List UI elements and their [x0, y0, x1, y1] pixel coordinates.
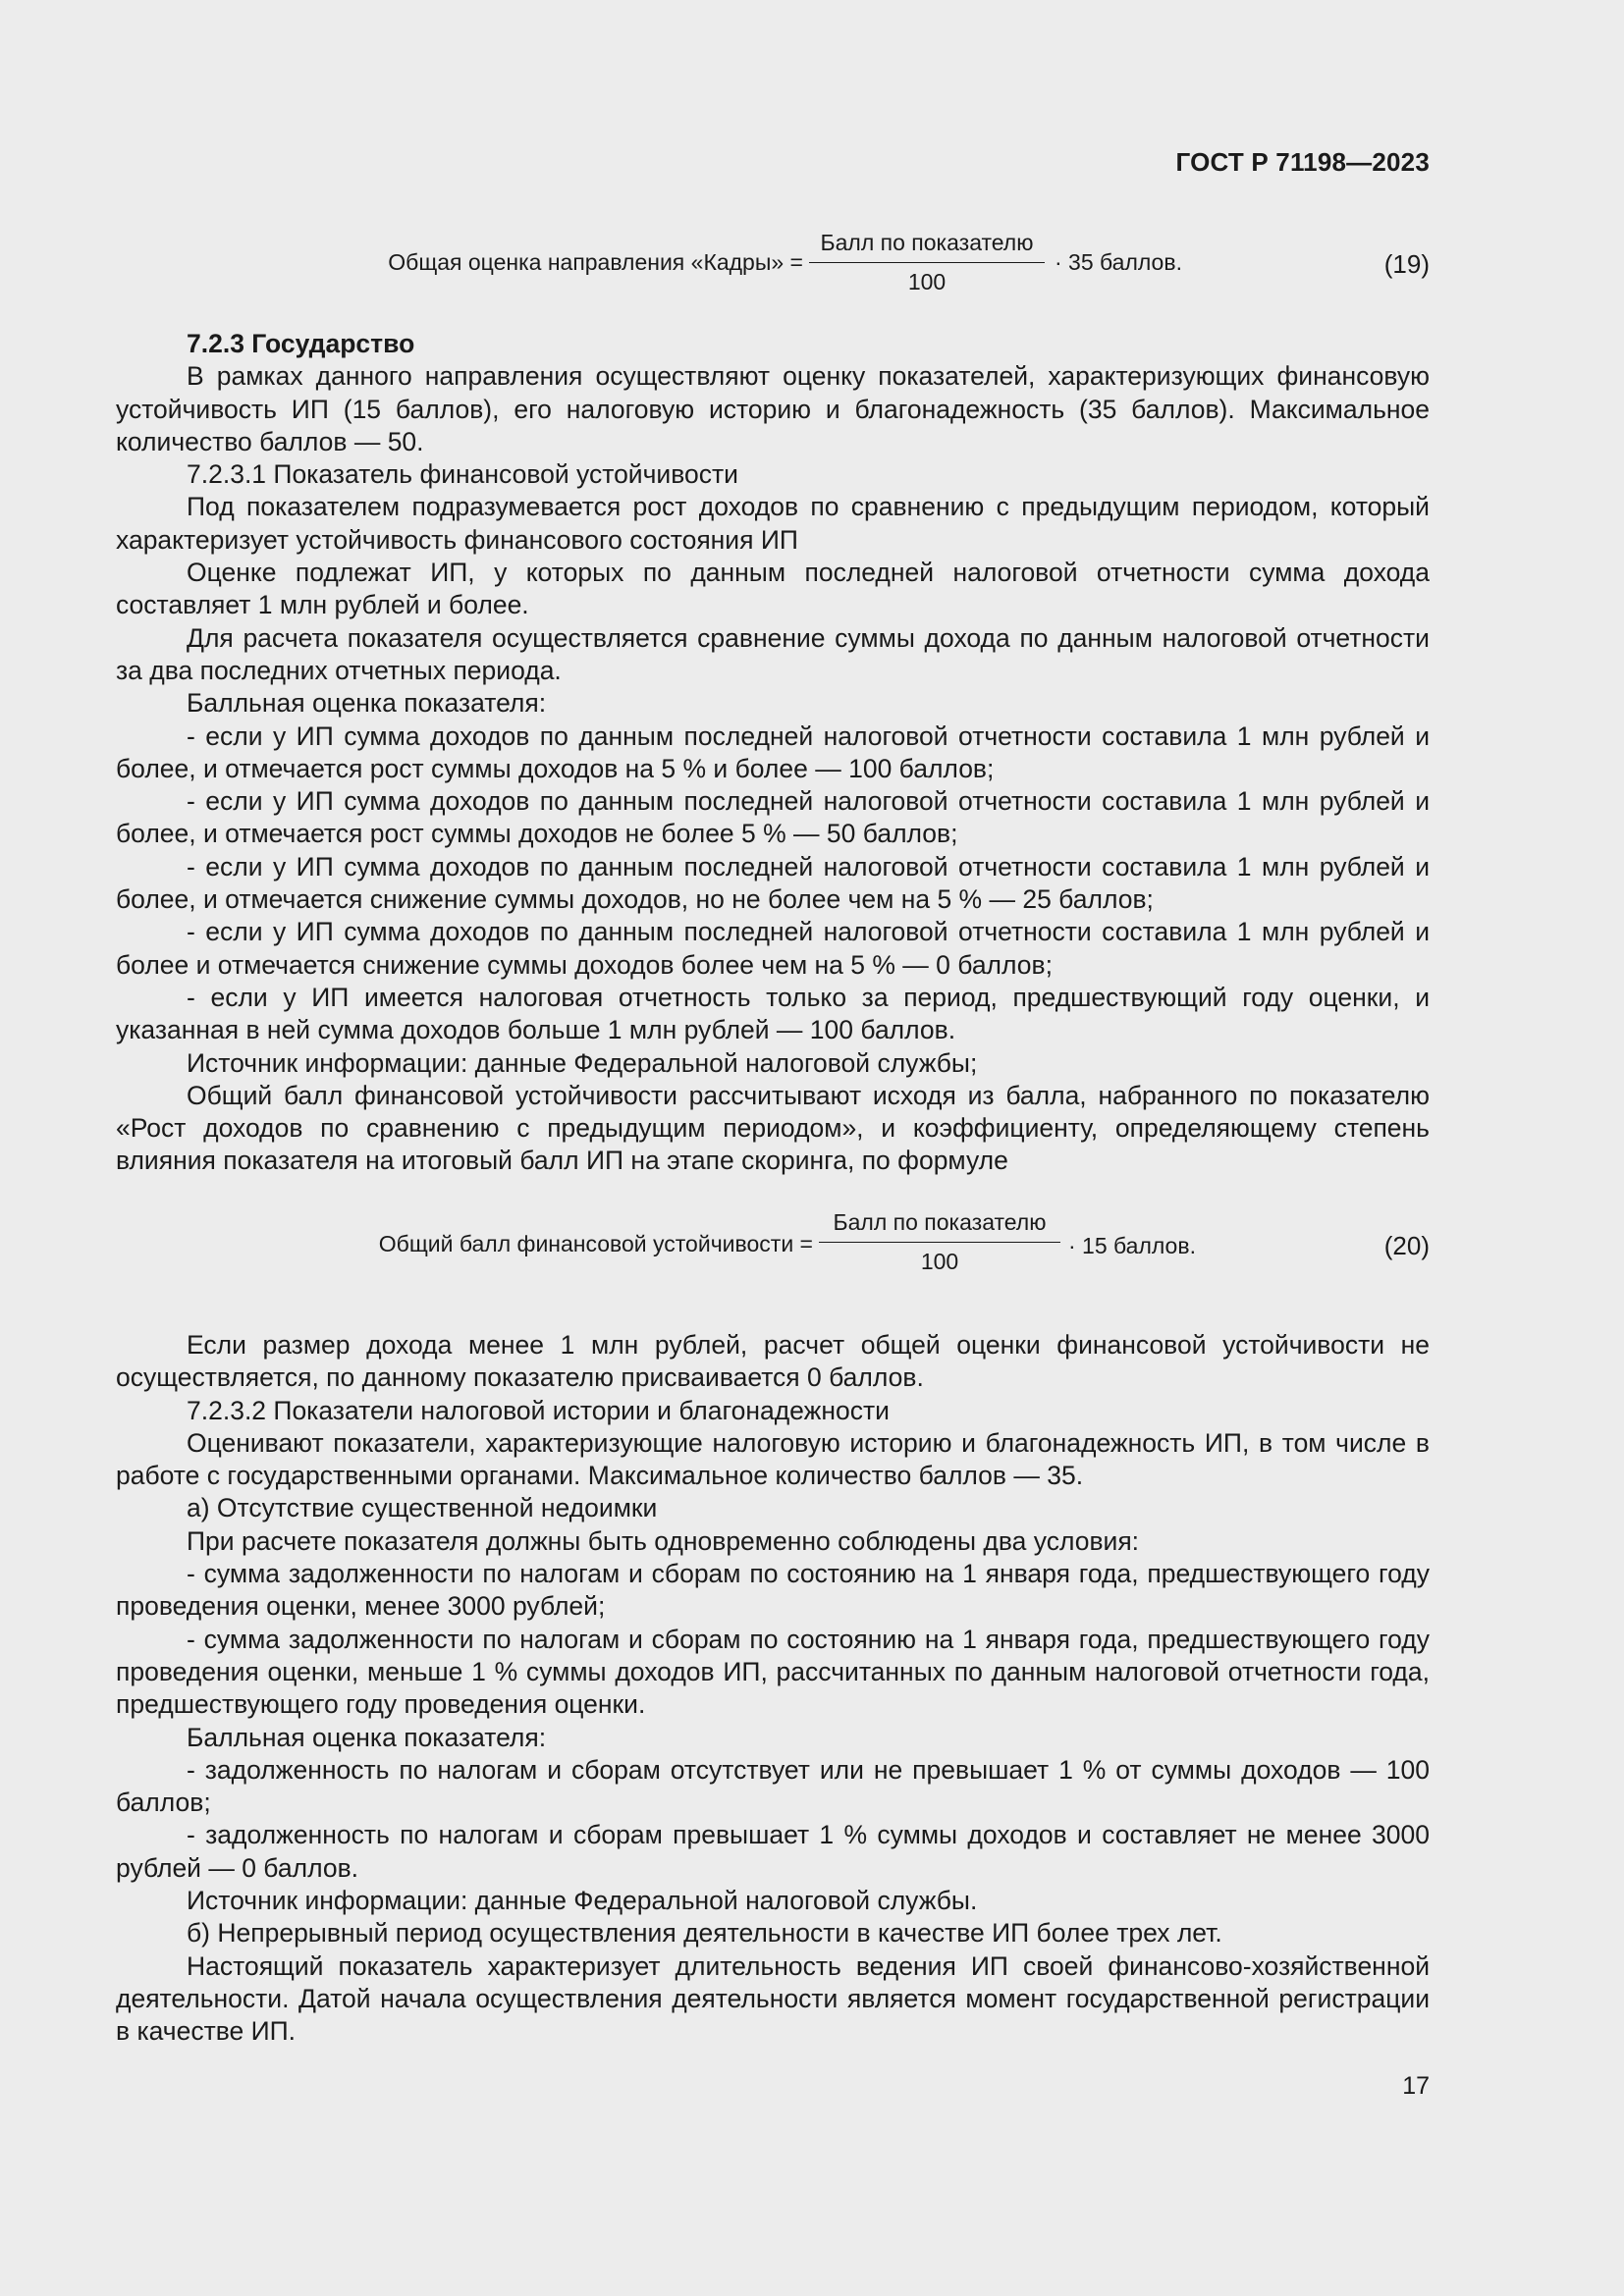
subsection-heading: 7.2.3.2 Показатели налоговой истории и благонадежности — [187, 1395, 890, 1425]
list-item: - задолженность по налогам и сборам отсутствует или не превышает 1 % от суммы доходов — 100 баллов; — [116, 1754, 1430, 1818]
section-state — [116, 328, 1430, 1178]
list-item: - сумма задолженности по налогам и сборам по состоянию на 1 января года, предшествующего году проведения оценки, меньше 1 % суммы доходов ИП, рассчитанных по данным налоговой отчетности года, предшествующего году проведения оценки. — [116, 1624, 1430, 1720]
formula-20 — [0, 1203, 1624, 1282]
fraction-denominator: 100 — [907, 269, 947, 294]
paragraph: Источник информации: данные Федеральной налоговой службы. — [187, 1886, 978, 1916]
list-heading: а) Отсутствие существенной недоимки — [187, 1493, 658, 1523]
paragraph: Оценивают показатели, характеризующие налоговую историю и благонадежность ИП, в том числе в работе с государственными органами. Максимальное количество баллов — 35. — [116, 1427, 1430, 1491]
fraction-denominator: 100 — [920, 1249, 959, 1274]
formula-19 — [0, 224, 1624, 302]
paragraph: Балльная оценка показателя: — [187, 1722, 547, 1752]
document-code: ГОСТ Р 71198—2023 — [1175, 147, 1430, 177]
formula-lhs: Общая оценка направления «Кадры» = — [388, 249, 803, 275]
list-item: - задолженность по налогам и сборам превышает 1 % суммы доходов и составляет не менее 3000 рублей — 0 баллов. — [116, 1820, 1430, 1883]
paragraph: Оценке подлежат ИП, у которых по данным последней налоговой отчетности сумма дохода составляет 1 млн рублей и более. — [116, 558, 1430, 620]
list-item: - если у ИП сумма доходов по данным последней налоговой отчетности составила 1 млн рублей и более, и отмечается рост суммы доходов не более 5 % — 50 баллов; — [116, 786, 1430, 849]
formula-fraction — [819, 1209, 1060, 1275]
paragraph: Под показателем подразумевается рост доходов по сравнению с предыдущим периодом, который характеризует устойчивость финансового состояния ИП — [116, 492, 1430, 555]
paragraph: При расчете показателя должны быть одновременно соблюдены два условия: — [187, 1525, 1140, 1556]
formula-fraction — [809, 230, 1045, 295]
list-item: - если у ИП сумма доходов по данным последней налоговой отчетности составила 1 млн рублей и более, и отмечается рост суммы доходов на 5 % и более — 100 баллов; — [116, 721, 1430, 783]
formula-number: (19) — [1383, 249, 1430, 279]
subsection-heading: 7.2.3.1 Показатель финансовой устойчивости — [187, 459, 738, 490]
paragraph: Источник информации: данные Федеральной налоговой службы; — [187, 1047, 978, 1078]
paragraph: Балльная оценка показателя: — [187, 688, 547, 719]
paragraph: Общий балл финансовой устойчивости рассчитывают исходя из балла, набранного по показателю «Рост доходов по сравнению с предыдущим периодом», и коэффициенту, определяющему степень влияния показателя на итоговый балл ИП на этапе скоринга, по формуле — [116, 1080, 1430, 1176]
paragraph: В рамках данного направления осуществляют оценку показателей, характеризующих финансовую устойчивость ИП (15 баллов), его налоговую историю и благонадежность (35 баллов). Максимальное количество баллов — 50. — [116, 361, 1430, 456]
section-heading: 7.2.3 Государство — [187, 329, 415, 358]
formula-lhs: Общий балл финансовой устойчивости = — [378, 1231, 813, 1256]
section-tax-history — [116, 1329, 1430, 2049]
list-item: - сумма задолженности по налогам и сборам по состоянию на 1 января года, предшествующего году проведения оценки, менее 3000 рублей; — [116, 1559, 1430, 1622]
formula-number: (20) — [1383, 1231, 1430, 1260]
fraction-numerator: Балл по показателю — [819, 1209, 1060, 1243]
fraction-numerator: Балл по показателю — [809, 230, 1045, 263]
formula-rhs: · 15 баллов. — [1068, 1233, 1196, 1258]
list-item: - если у ИП сумма доходов по данным последней налоговой отчетности составила 1 млн рублей и более, и отмечается снижение суммы доходов, но не более чем на 5 % — 25 баллов; — [116, 851, 1430, 915]
list-heading: б) Непрерывный период осуществления деятельности в качестве ИП более трех лет. — [187, 1918, 1222, 1949]
paragraph: Для расчета показателя осуществляется сравнение суммы дохода по данным налоговой отчетности за два последних отчетных периода. — [116, 622, 1430, 685]
page-number: 17 — [1402, 2072, 1430, 2100]
list-item: - если у ИП сумма доходов по данным последней налоговой отчетности составила 1 млн рублей и более и отмечается снижение суммы доходов более чем на 5 % — 0 баллов; — [116, 917, 1430, 980]
paragraph: Если размер дохода менее 1 млн рублей, расчет общей оценки финансовой устойчивости не осуществляется, по данному показателю присваивается 0 баллов. — [116, 1330, 1430, 1393]
list-item: - если у ИП имеется налоговая отчетность только за период, предшествующий году оценки, и указанная в ней сумма доходов больше 1 млн рублей — 100 баллов. — [116, 982, 1430, 1045]
formula-rhs: · 35 баллов. — [1055, 249, 1182, 275]
paragraph: Настоящий показатель характеризует длительность ведения ИП своей финансово-хозяйственной деятельности. Датой начала осуществления деятельности является момент государственной регистрации в качестве ИП. — [116, 1950, 1430, 2047]
